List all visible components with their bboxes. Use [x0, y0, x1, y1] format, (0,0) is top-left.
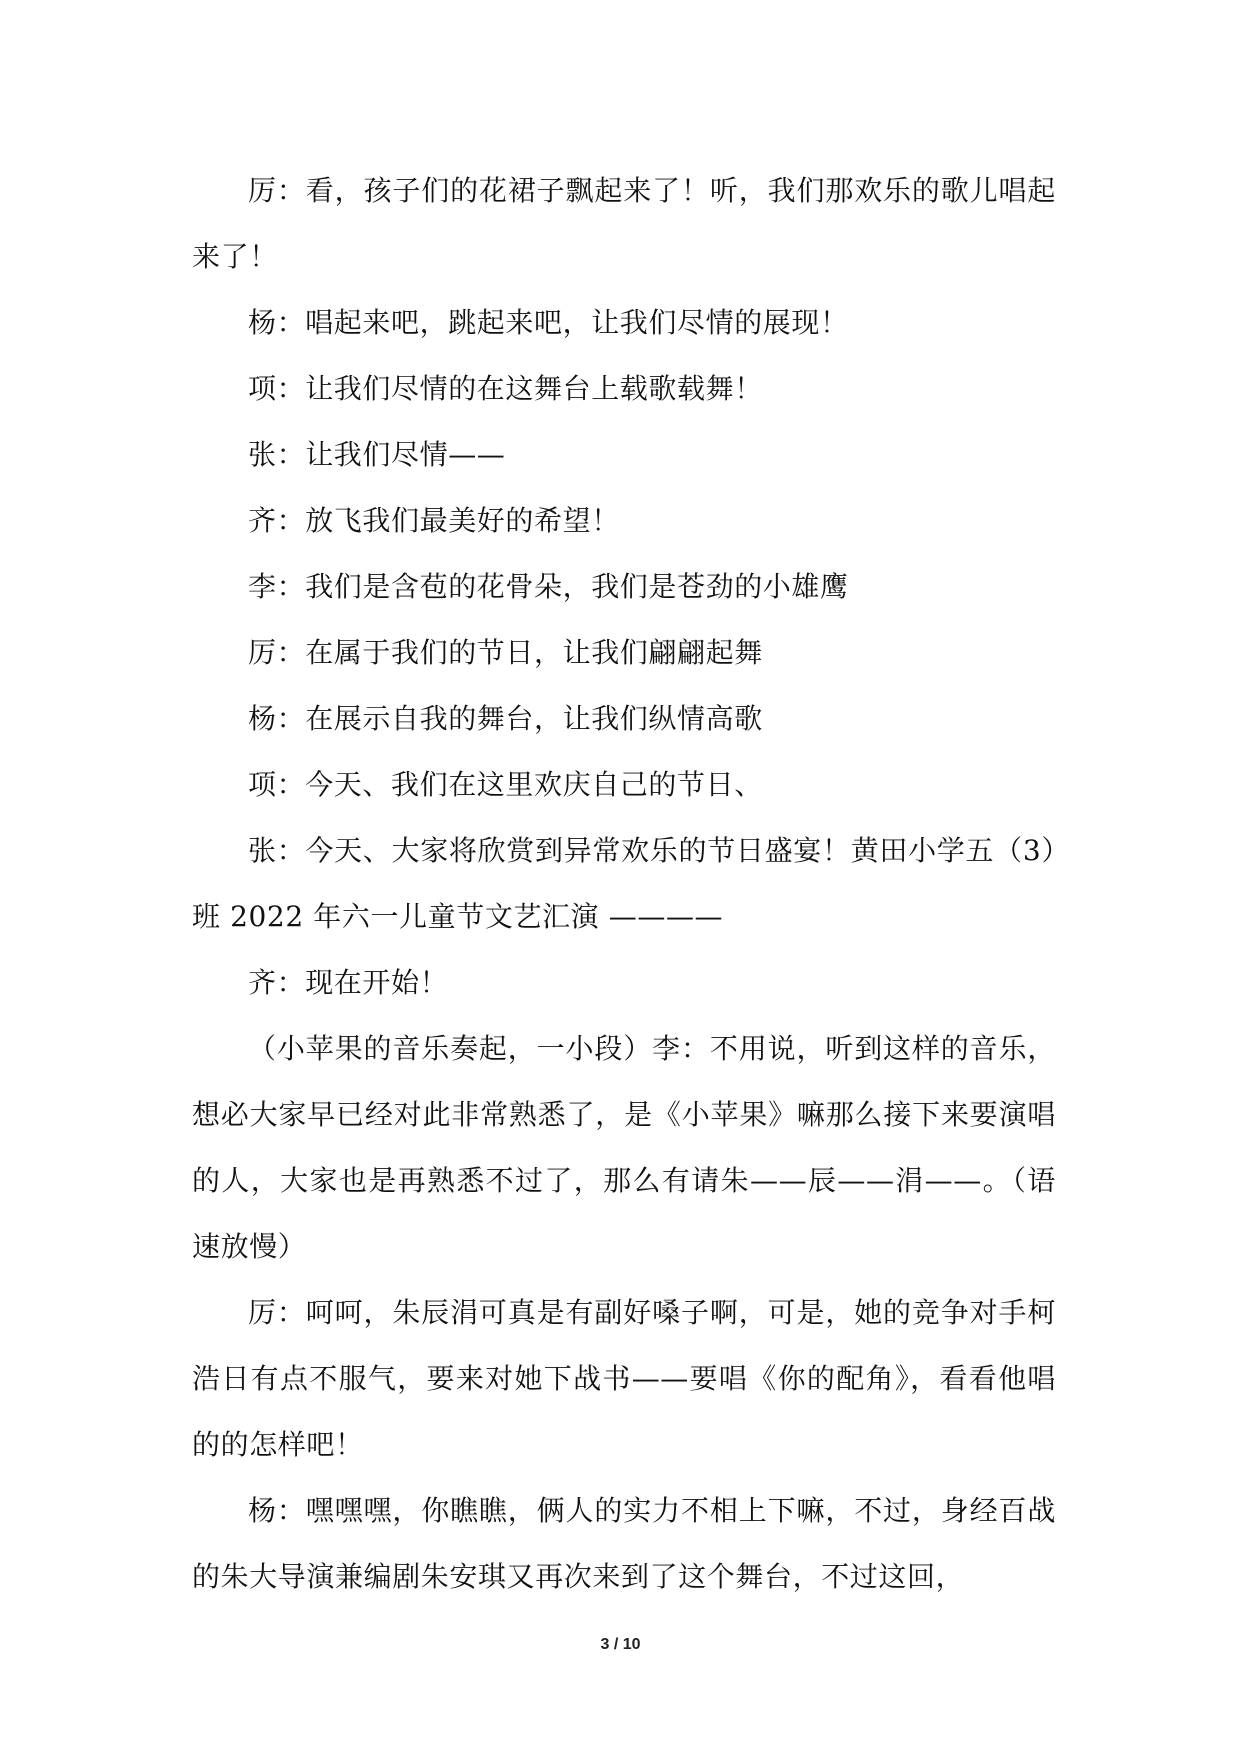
paragraph: 厉：看，孩子们的花裙子飘起来了！听，我们那欢乐的歌儿唱起来了！ — [192, 174, 1056, 273]
paragraph: 杨：唱起来吧，跳起来吧，让我们尽情的展现！ — [248, 306, 849, 339]
paragraph: 李：我们是含苞的花骨朵，我们是苍劲的小雄鹰 — [248, 570, 849, 603]
paragraph: 项：让我们尽情的在这舞台上载歌载舞！ — [248, 372, 763, 405]
paragraph: 厉：在属于我们的节日，让我们翩翩起舞 — [248, 636, 763, 669]
document-body — [192, 158, 1056, 1610]
paragraph: 张：今天、大家将欣赏到异常欢乐的节日盛宴！黄田小学五（3）班 2022 年六一儿童节文艺汇演 ———— — [192, 834, 1056, 933]
paragraph: 项：今天、我们在这里欢庆自己的节日、 — [248, 768, 763, 801]
paragraph: 厉：呵呵，朱辰涓可真是有副好嗓子啊，可是，她的竞争对手柯浩日有点不服气，要来对她下战书——要唱《你的配角》，看看他唱的的怎样吧！ — [192, 1296, 1056, 1461]
page-number: 3 / 10 — [600, 1636, 641, 1653]
paragraph: （小苹果的音乐奏起，一小段）李：不用说，听到这样的音乐，想必大家早已经对此非常熟悉了，是《小苹果》嘛那么接下来要演唱的人，大家也是再熟悉不过了，那么有请朱——辰——涓——。（语速放慢） — [192, 1032, 1056, 1263]
paragraph: 齐：放飞我们最美好的希望！ — [248, 504, 620, 537]
paragraph: 张：让我们尽情—— — [248, 438, 506, 471]
paragraph: 杨：在展示自我的舞台，让我们纵情高歌 — [248, 702, 763, 735]
paragraph: 齐：现在开始！ — [248, 966, 449, 999]
paragraph: 杨：嘿嘿嘿，你瞧瞧，俩人的实力不相上下嘛，不过，身经百战的朱大导演兼编剧朱安琪又再次来到了这个舞台，不过这回， — [192, 1494, 1056, 1593]
